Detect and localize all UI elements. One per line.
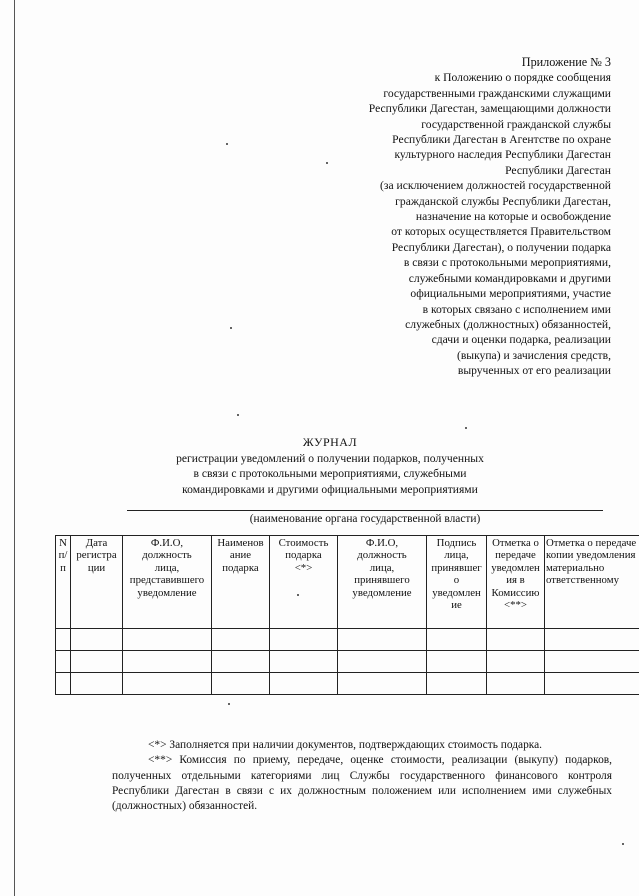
header-line: <**>: [504, 599, 527, 612]
table-row: [56, 673, 639, 695]
footnotes: [112, 738, 612, 814]
header-registration-date: [71, 536, 123, 629]
table-cell: [270, 673, 338, 695]
header-line: копии уведомления: [546, 549, 636, 562]
header-line: должность: [357, 549, 407, 562]
journal-title: ЖУРНАЛ: [302, 435, 358, 449]
journal-subtitle-line: регистрации уведомлений о получении подарков, полученных: [176, 452, 484, 465]
table-row: [56, 651, 639, 673]
page-edge-line: [14, 0, 15, 896]
table-cell: [71, 651, 123, 673]
table-cell: [56, 629, 71, 651]
header-line: уведомлен: [491, 561, 540, 574]
table-cell: [487, 629, 545, 651]
table-cell: [487, 673, 545, 695]
header-number: [56, 536, 71, 629]
appendix-line: (за исключением должностей государственной: [380, 179, 611, 193]
scan-speck: [230, 327, 232, 329]
appendix-line: государственной гражданской службы: [421, 117, 611, 131]
header-line: Отметка о: [492, 537, 539, 549]
table-cell: [270, 651, 338, 673]
header-line: передаче: [495, 549, 536, 562]
header-line: ание: [229, 549, 252, 562]
header-line: Ф.И.О,: [150, 537, 184, 549]
org-name-caption: (наименование органа государственной власти): [249, 513, 481, 525]
header-line: Стоимость: [278, 537, 329, 549]
header-line: уведомление: [137, 586, 197, 599]
header-submitter-name: [123, 536, 212, 629]
appendix-line: Республики Дагестан: [505, 163, 611, 177]
journal-subtitle: [145, 451, 515, 497]
appendix-line: служебных (должностных) обязанностей,: [405, 317, 611, 331]
table-cell: [212, 629, 270, 651]
header-line: лица,: [444, 549, 469, 562]
appendix-line: вырученных от его реализации: [457, 364, 611, 378]
scan-speck: [297, 594, 299, 596]
registration-table: [55, 535, 639, 695]
header-receiver-signature: [427, 536, 487, 629]
table-cell: [427, 629, 487, 651]
table-cell: [56, 651, 71, 673]
header-line: Наименов: [217, 537, 264, 549]
header-line: ции: [87, 561, 106, 574]
header-line: ия в: [506, 574, 525, 587]
scan-speck: [326, 162, 328, 164]
table-cell: [71, 673, 123, 695]
header-line: о: [453, 574, 460, 587]
appendix-line: Республики Дагестан), о получении подарка: [391, 240, 611, 254]
header-line: Ф.И.О,: [365, 537, 399, 549]
appendix-line: Республики Дагестан в Агентстве по охране: [392, 133, 611, 147]
header-receiver-name: [338, 536, 427, 629]
header-line: лица,: [154, 561, 180, 574]
header-line: п/п: [58, 549, 68, 574]
scan-speck: [237, 414, 239, 416]
appendix-line: (выкупа) и зачисления средств,: [456, 348, 611, 362]
header-line: Подпись: [436, 537, 477, 549]
scan-speck: [228, 703, 230, 705]
header-line: уведомление: [352, 586, 412, 599]
appendix-line: сдачи и оценки подарка, реализации: [431, 333, 611, 347]
table-cell: [212, 651, 270, 673]
table-cell: [427, 673, 487, 695]
journal-subtitle-line: в связи с протокольными мероприятиями, служебными: [193, 467, 467, 481]
header-line: представившего: [129, 574, 205, 587]
appendix-line: в которых связано с исполнением ими: [422, 302, 611, 316]
table-cell: [487, 651, 545, 673]
header-line: Дата: [85, 537, 108, 549]
header-line: ие: [451, 599, 462, 612]
table-cell: [123, 673, 212, 695]
appendix-line: культурного наследия Республики Дагестан: [394, 148, 611, 162]
appendix-line: официальными мероприятиями, участие: [410, 287, 611, 301]
table-cell: [338, 629, 427, 651]
header-line: уведомлен: [432, 586, 481, 599]
appendix-line: государственными гражданскими служащими: [383, 86, 611, 100]
header-line: материально: [546, 561, 605, 574]
header-line: лица,: [369, 561, 395, 574]
table-header-row: [56, 536, 639, 629]
appendix-line: Республики Дагестан, замещающими должности: [368, 102, 611, 116]
header-gift-cost: [270, 536, 338, 629]
table-cell: [427, 651, 487, 673]
table-cell: [123, 651, 212, 673]
table-cell: [71, 629, 123, 651]
header-line: принявшег: [431, 561, 482, 574]
table-cell: [212, 673, 270, 695]
table-cell: [545, 651, 639, 673]
header-gift-name: [212, 536, 270, 629]
appendix-header: [311, 55, 611, 379]
header-line: должность: [142, 549, 192, 562]
table-cell: [545, 629, 639, 651]
table-cell: [123, 629, 212, 651]
header-line: регистра: [76, 549, 117, 562]
appendix-line: служебными командировками и другими: [408, 271, 611, 285]
appendix-line: к Положению о порядке сообщения: [434, 71, 611, 85]
header-line: принявшего: [354, 574, 410, 587]
journal-subtitle-line: командировками и другими официальными мероприятиями: [182, 482, 478, 496]
appendix-line: в связи с протокольными мероприятиями,: [403, 256, 611, 270]
header-commission-mark: [487, 536, 545, 629]
header-copy-transfer-mark: [545, 536, 639, 629]
table-row: [56, 629, 639, 651]
appendix-line: гражданской службы Республики Дагестан,: [395, 194, 611, 208]
appendix-line: назначение на которые и освобождение: [415, 210, 611, 224]
header-line: Отметка о передаче: [546, 537, 637, 549]
header-line: ответственному: [546, 574, 619, 587]
scan-speck: [465, 427, 467, 429]
footnote-commission: <**> Комиссия по приему, передаче, оценке стоимости, реализации (выкупу) подарков, полученных отдельными категориями лиц Службы государственного финансового контроля Республики Дагестан в связи с их должностным положением или исполнением ими служебных (должностных) обязанностей.: [112, 754, 612, 813]
scan-speck: [622, 843, 624, 845]
header-line: N: [59, 537, 67, 549]
header-line: подарка: [285, 549, 322, 562]
scan-speck: [226, 143, 228, 145]
table-cell: [338, 673, 427, 695]
header-line: подарка: [222, 561, 259, 574]
header-line: Комиссию: [491, 586, 540, 599]
footnote-cost: <*> Заполняется при наличии документов, подтверждающих стоимость подарка.: [148, 739, 543, 751]
header-line: <*>: [294, 561, 313, 574]
table-cell: [338, 651, 427, 673]
appendix-line: от которых осуществляется Правительством: [391, 225, 611, 239]
table-cell: [545, 673, 639, 695]
org-name-underline: [127, 510, 603, 511]
appendix-title: Приложение № 3: [521, 55, 611, 69]
table-cell: [270, 629, 338, 651]
table-cell: [56, 673, 71, 695]
